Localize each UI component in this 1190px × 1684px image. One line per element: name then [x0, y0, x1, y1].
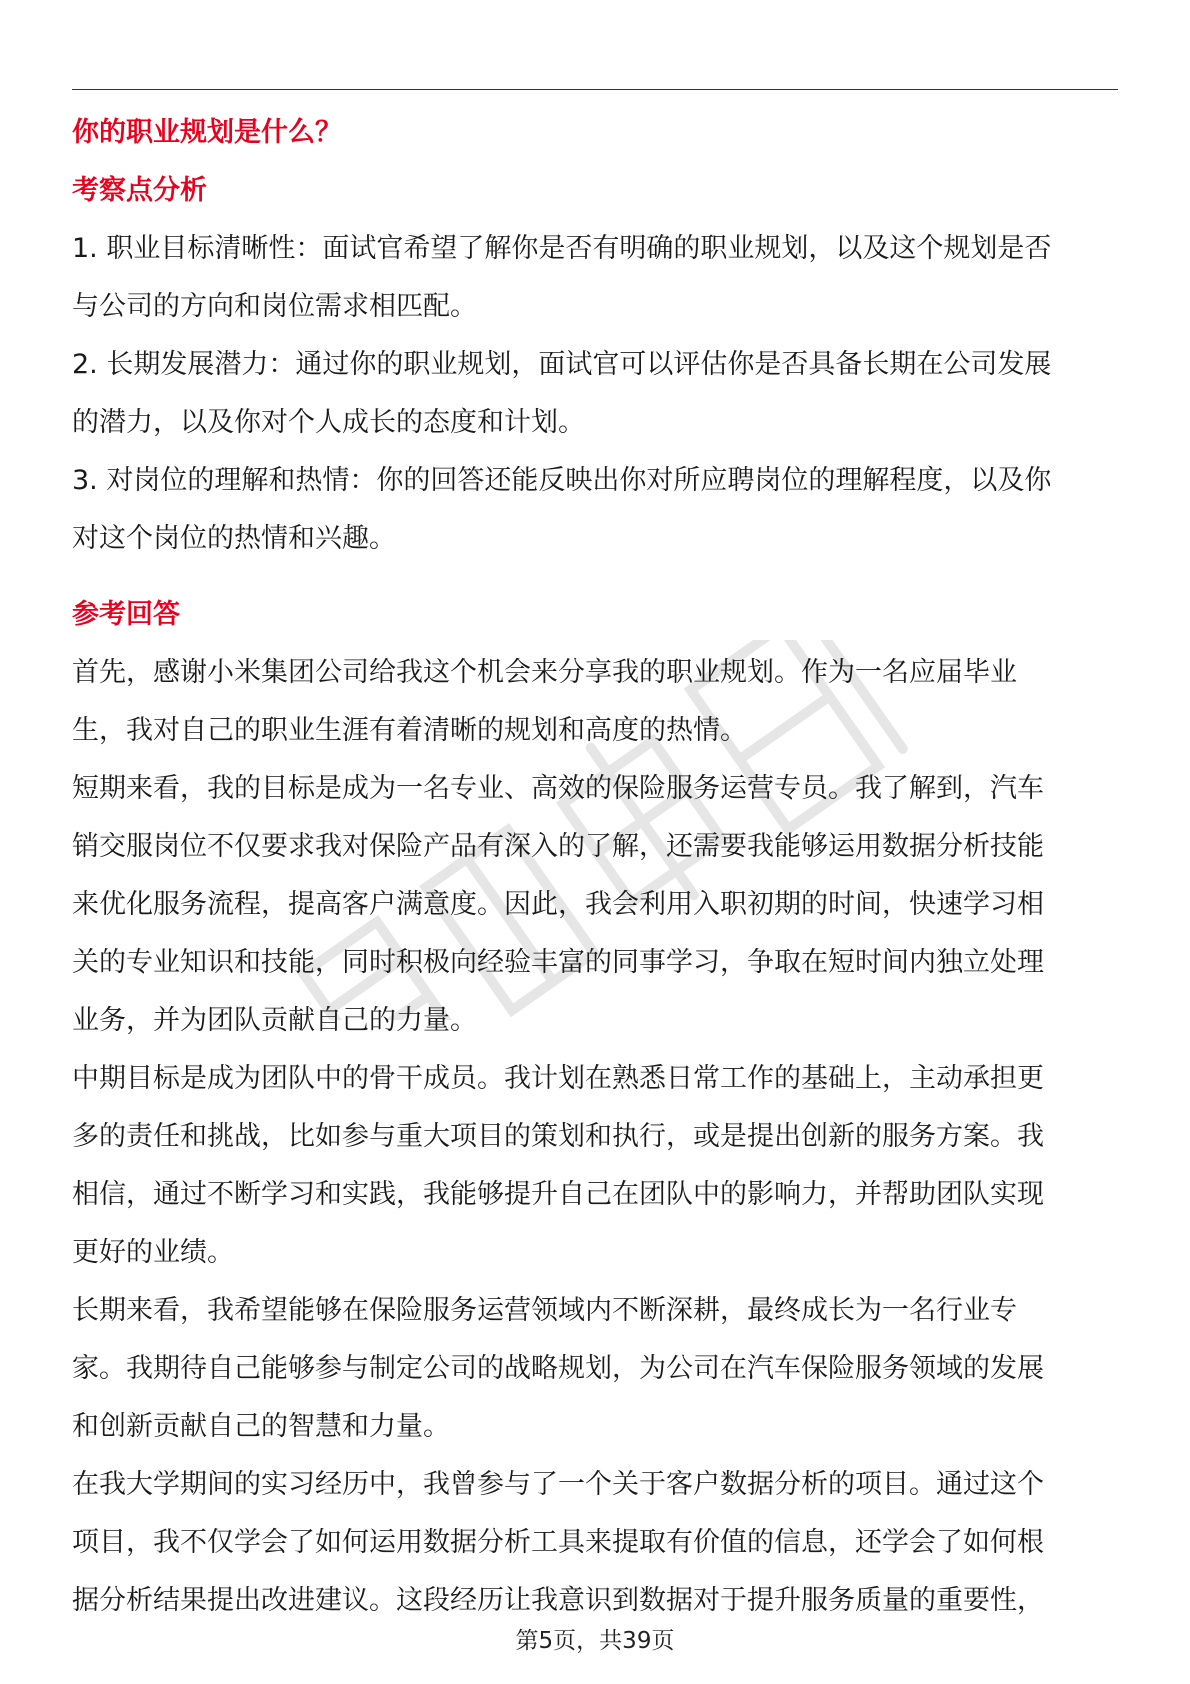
analysis-item: [72, 220, 1118, 336]
page-number: 第5页，共39页: [515, 1628, 675, 1654]
answer-line: 长期来看，我希望能够在保险服务运营领域内不断深耕，最终成长为一名行业专: [72, 1295, 1017, 1326]
answer-line: 更好的业绩。: [72, 1237, 234, 1268]
answer-paragraph: [72, 1456, 1118, 1630]
analysis-item: [72, 452, 1118, 568]
header-rule: [72, 89, 1118, 90]
answer-line: 中期目标是成为团队中的骨干成员。我计划在熟悉日常工作的基础上，主动承担更: [72, 1063, 1044, 1094]
answer-line: 来优化服务流程，提高客户满意度。因此，我会利用入职初期的时间，快速学习相: [72, 889, 1044, 920]
section-gap: [72, 568, 1118, 586]
analysis-line: 与公司的方向和岗位需求相匹配。: [72, 291, 477, 322]
answer-line: 在我大学期间的实习经历中，我曾参与了一个关于客户数据分析的项目。通过这个: [72, 1469, 1044, 1500]
answer-line: 家。我期待自己能够参与制定公司的战略规划，为公司在汽车保险服务领域的发展: [72, 1353, 1044, 1384]
answer-paragraph: [72, 1282, 1118, 1456]
answer-line: 项目，我不仅学会了如何运用数据分析工具来提取有价值的信息，还学会了如何根: [72, 1527, 1044, 1558]
answer-line: 首先，感谢小米集团公司给我这个机会来分享我的职业规划。作为一名应届毕业: [72, 657, 1017, 688]
answer-line: 相信，通过不断学习和实践，我能够提升自己在团队中的影响力，并帮助团队实现: [72, 1179, 1044, 1210]
answer-heading: 参考回答: [72, 599, 180, 630]
answer-line: 短期来看，我的目标是成为一名专业、高效的保险服务运营专员。我了解到，汽车: [72, 773, 1044, 804]
analysis-line: 2. 长期发展潜力：通过你的职业规划，面试官可以评估你是否具备长期在公司发展: [72, 349, 1052, 380]
answer-line: 关的专业知识和技能，同时积极向经验丰富的同事学习，争取在短时间内独立处理: [72, 947, 1044, 978]
analysis-line: 对这个岗位的热情和兴趣。: [72, 523, 396, 554]
page-content: [72, 104, 1118, 1630]
analysis-heading: 考察点分析: [72, 175, 207, 206]
answer-line: 业务，并为团队贡献自己的力量。: [72, 1005, 477, 1036]
answer-paragraph: [72, 644, 1118, 760]
question-heading: 你的职业规划是什么？: [72, 117, 342, 148]
analysis-item: [72, 336, 1118, 452]
analysis-line: 的潜力，以及你对个人成长的态度和计划。: [72, 407, 585, 438]
answer-line: 和创新贡献自己的智慧和力量。: [72, 1411, 450, 1442]
analysis-line: 3. 对岗位的理解和热情：你的回答还能反映出你对所应聘岗位的理解程度，以及你: [72, 465, 1052, 496]
answer-line: 据分析结果提出改进建议。这段经历让我意识到数据对于提升服务质量的重要性，: [72, 1585, 1044, 1616]
analysis-line: 1. 职业目标清晰性：面试官希望了解你是否有明确的职业规划，以及这个规划是否: [72, 233, 1052, 264]
answer-line: 生，我对自己的职业生涯有着清晰的规划和高度的热情。: [72, 715, 747, 746]
answer-line: 多的责任和挑战，比如参与重大项目的策划和执行，或是提出创新的服务方案。我: [72, 1121, 1044, 1152]
answer-line: 销交服岗位不仅要求我对保险产品有深入的了解，还需要我能够运用数据分析技能: [72, 831, 1044, 862]
answer-paragraph: [72, 1050, 1118, 1282]
answer-paragraph: [72, 760, 1118, 1050]
